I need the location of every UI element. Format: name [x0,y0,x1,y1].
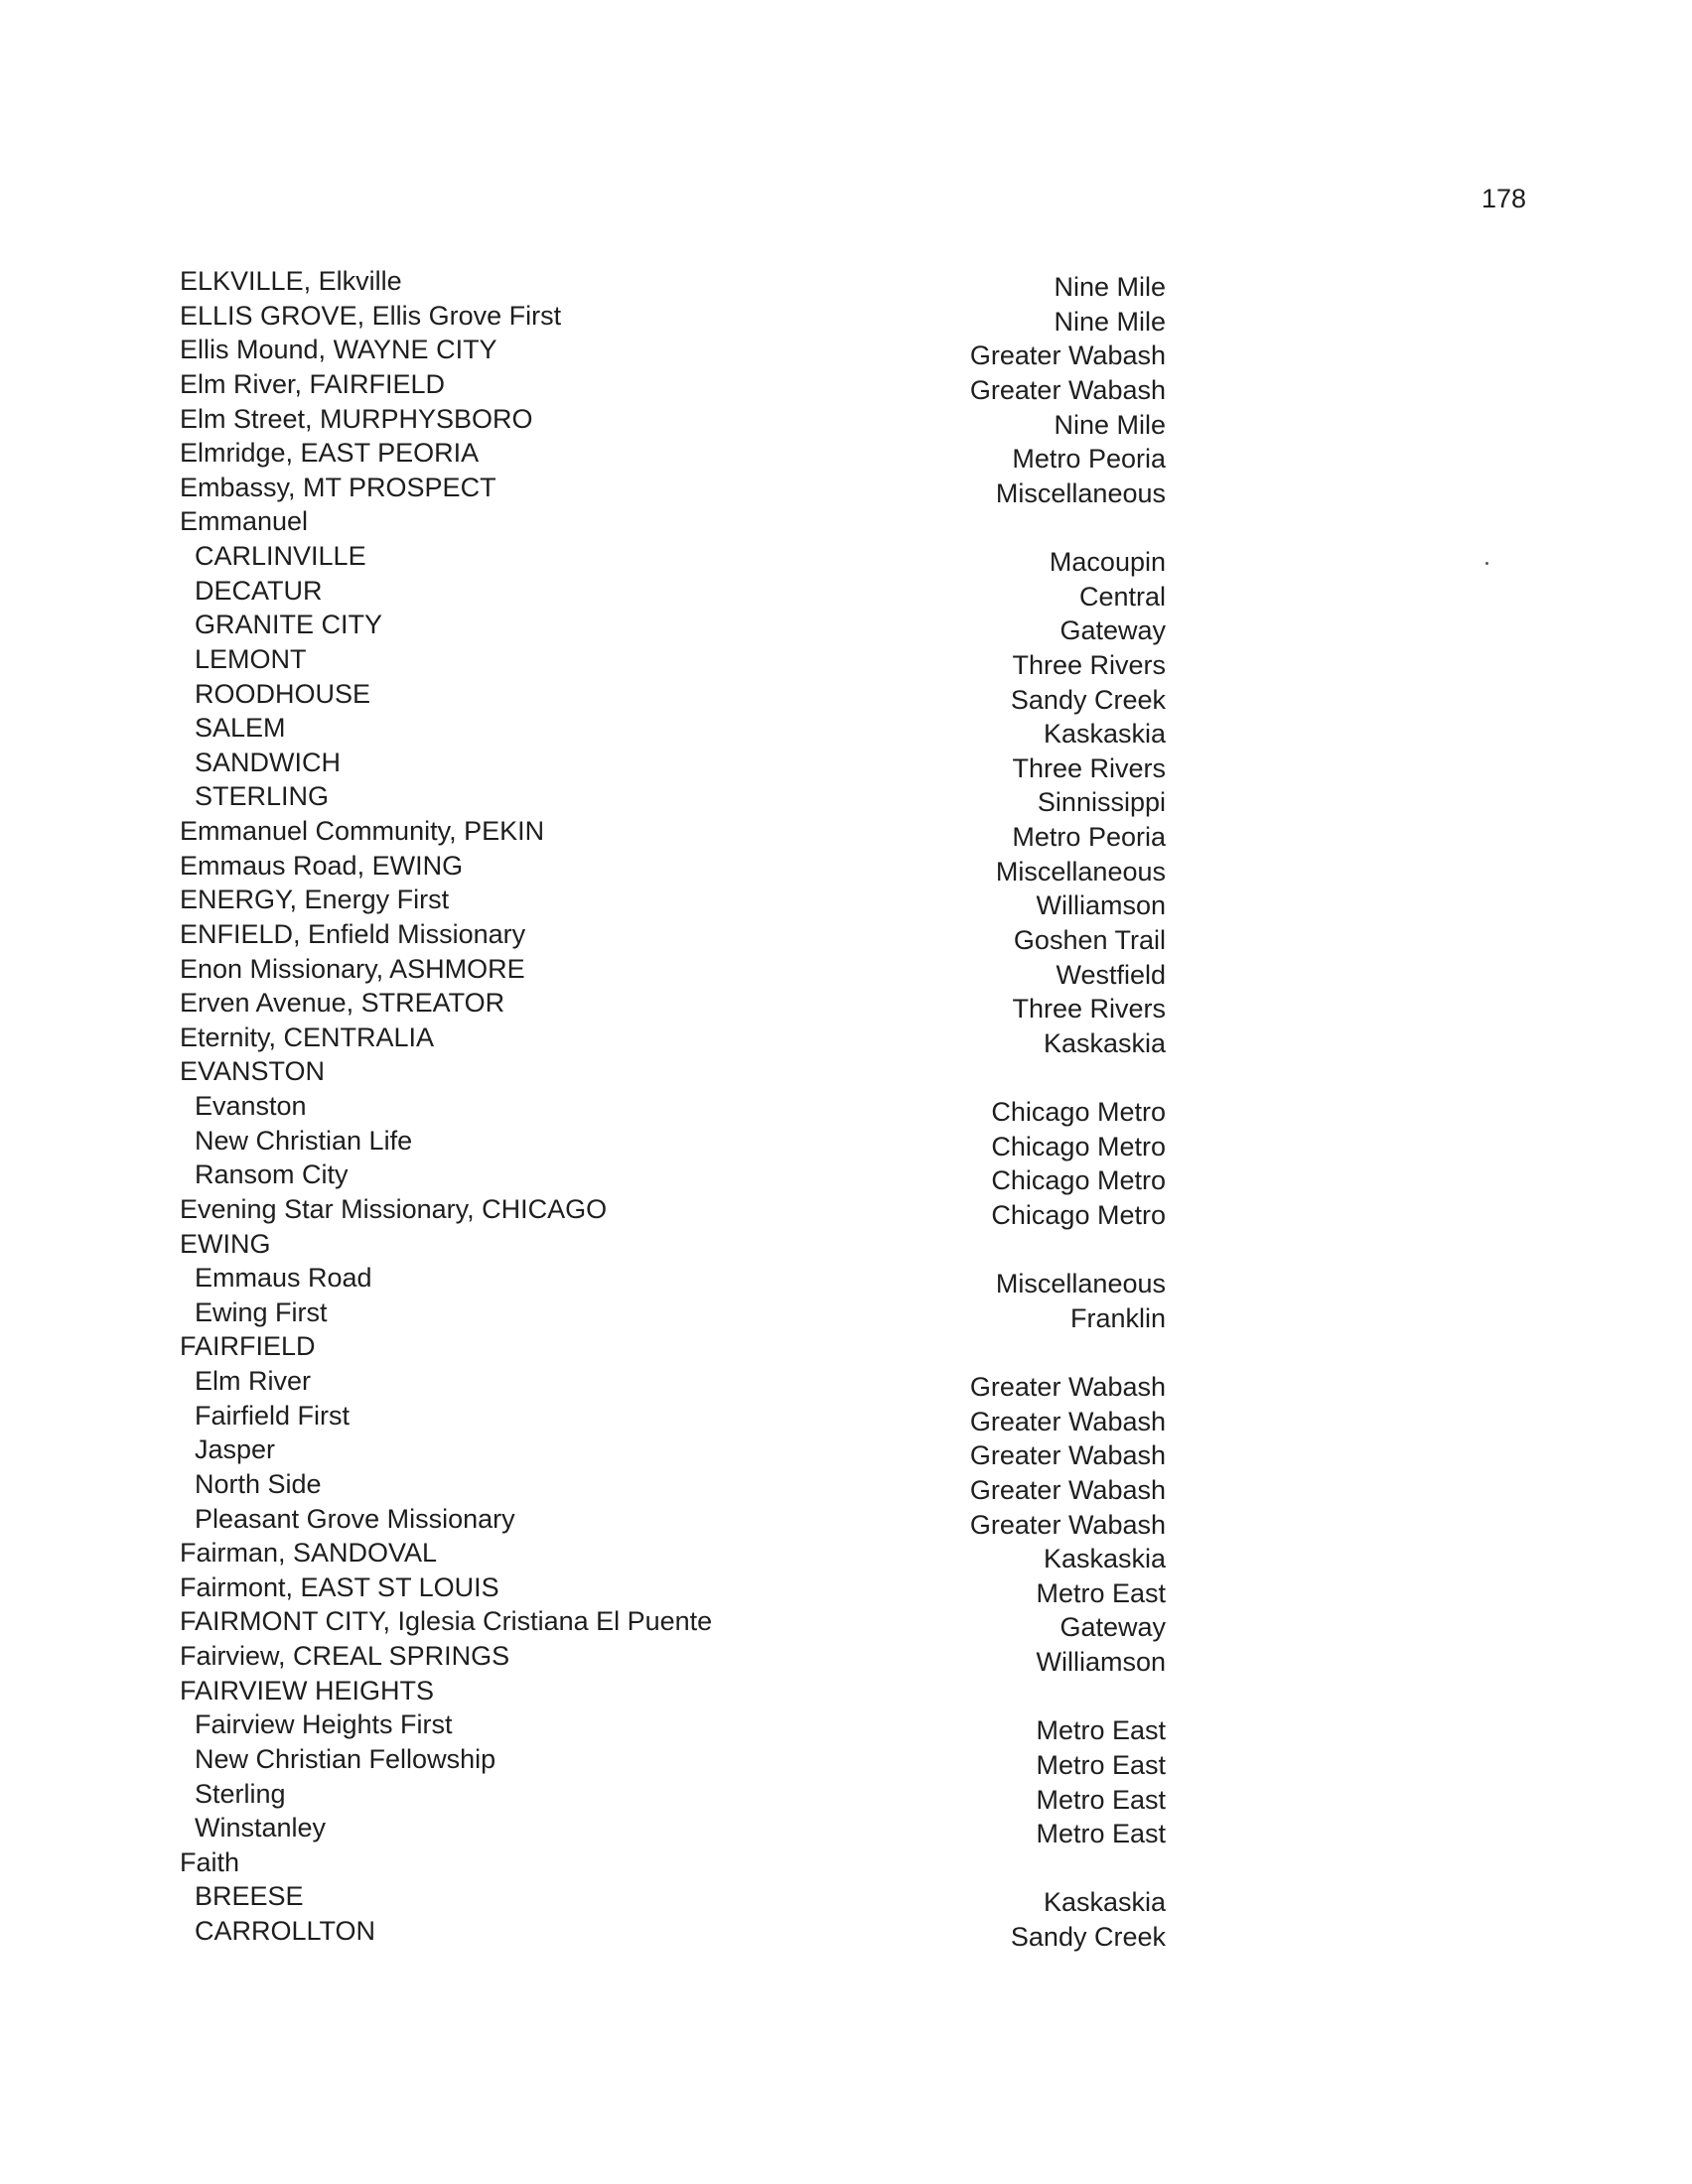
directory-entry [0,781,1692,816]
association-name: Westfield [1056,959,1166,990]
church-name: FAIRMONT CITY, Iglesia Cristiana El Puente [180,1606,713,1637]
church-name: Embassy, MT PROSPECT [180,472,496,502]
directory-entry [0,1126,1692,1160]
directory-entry [0,988,1692,1023]
directory-entry [0,610,1692,644]
association-name: Three Rivers [1012,994,1166,1024]
association-name: Goshen Trail [1013,924,1166,955]
association-name: Greater Wabash [969,1509,1166,1540]
association-name: Kaskaskia [1043,1544,1166,1574]
church-name: Pleasant Grove Missionary [195,1503,515,1534]
directory-entry [0,438,1692,473]
directory-entry [0,885,1692,919]
association-name: Greater Wabash [969,1372,1166,1402]
directory-entry [0,266,1692,301]
church-name: North Side [195,1468,322,1499]
church-name: Fairview, CREAL SPRINGS [180,1641,510,1671]
association-name: Metro East [1036,1784,1166,1815]
church-name: ENERGY, Energy First [180,885,450,915]
directory-entry [0,301,1692,336]
church-name: Fairman, SANDOVAL [180,1538,438,1569]
church-name: Ellis Mound, WAYNE CITY [180,335,497,365]
directory-entry [0,1023,1692,1057]
directory-entry [0,1194,1692,1229]
directory-entry [0,1779,1692,1814]
association-name: Kaskaskia [1043,1887,1166,1918]
association-name: Three Rivers [1012,752,1166,783]
directory-entry [0,576,1692,611]
association-name: Greater Wabash [969,374,1166,405]
church-name: ELLIS GROVE, Ellis Grove First [180,300,562,331]
directory-entry [0,1538,1692,1572]
association-name: Williamson [1036,890,1166,921]
church-name: Ewing First [195,1297,328,1327]
association-name: Macoupin [1049,547,1166,577]
directory-entry [0,404,1692,439]
directory-entry [0,1606,1692,1641]
association-name: Metro East [1036,1819,1166,1849]
directory-entry [0,644,1692,679]
directory-entry [0,1434,1692,1469]
church-name: Evening Star Missionary, CHICAGO [180,1193,608,1224]
association-name: Nine Mile [1054,409,1166,440]
church-name: Ransom City [195,1160,349,1190]
association-name: Nine Mile [1054,306,1166,337]
church-name: New Christian Fellowship [195,1743,496,1774]
association-name: Greater Wabash [969,1406,1166,1436]
directory-entry [0,1676,1692,1710]
church-name: Elmridge, EAST PEORIA [180,438,480,469]
church-name: Faith [180,1846,240,1877]
association-name: Franklin [1069,1302,1166,1333]
association-name: Gateway [1059,1612,1166,1643]
church-name: GRANITE CITY [195,610,383,640]
church-name: FAIRFIELD [180,1331,316,1362]
association-name: Greater Wabash [969,1474,1166,1505]
association-name: Central [1078,581,1166,612]
church-name: SALEM [195,713,286,744]
directory-entry [0,1504,1692,1539]
directory-entry [0,1160,1692,1194]
association-name: Chicago Metro [991,1199,1166,1230]
church-name: Emmaus Road, EWING [180,850,464,881]
association-name: Chicago Metro [991,1097,1166,1127]
church-name: New Christian Life [195,1125,413,1156]
association-name: Chicago Metro [991,1165,1166,1196]
association-name: Gateway [1059,615,1166,646]
directory-entry [0,816,1692,851]
directory-entry [0,1881,1692,1916]
association-name: Sandy Creek [1010,1922,1166,1952]
church-name: Evanston [195,1091,307,1121]
association-name: Nine Mile [1054,272,1166,302]
scan-speck [1485,562,1488,565]
directory-entry [0,473,1692,507]
church-name: Winstanley [195,1813,327,1843]
association-name: Sandy Creek [1010,684,1166,715]
directory-entry [0,1401,1692,1435]
church-name: STERLING [195,781,330,812]
association-name: Greater Wabash [969,1440,1166,1471]
directory-entry [0,954,1692,989]
church-name: EWING [180,1228,271,1259]
directory-entry [0,506,1692,541]
church-name: FAIRVIEW HEIGHTS [180,1675,435,1706]
association-name: Metro Peoria [1012,444,1166,475]
church-name: ELKVILLE, Elkville [180,266,402,296]
directory-entry [0,1709,1692,1744]
church-name: Sterling [195,1778,286,1809]
association-name: Williamson [1036,1647,1166,1677]
church-name: CARROLLTON [195,1916,376,1946]
church-name: CARLINVILLE [195,541,366,571]
directory-entry [0,1469,1692,1504]
association-name: Metro East [1036,1749,1166,1780]
directory-entry [0,1572,1692,1607]
association-name: Metro East [1036,1715,1166,1746]
association-name: Kaskaskia [1043,1027,1166,1058]
directory-entry [0,1056,1692,1091]
directory-entry [0,1744,1692,1779]
church-name: Fairview Heights First [195,1709,453,1740]
church-name: Erven Avenue, STREATOR [180,988,505,1019]
directory-entry [0,1847,1692,1882]
association-name: Chicago Metro [991,1131,1166,1161]
church-name: DECATUR [195,575,323,606]
church-directory-list [0,266,1692,1951]
directory-entry [0,748,1692,782]
association-name: Three Rivers [1012,649,1166,680]
church-name: ENFIELD, Enfield Missionary [180,918,526,949]
directory-entry [0,369,1692,404]
association-name: Miscellaneous [995,856,1166,887]
church-name: EVANSTON [180,1056,326,1087]
association-name: Miscellaneous [995,1269,1166,1299]
church-name: Enon Missionary, ASHMORE [180,953,525,984]
church-name: SANDWICH [195,747,341,777]
church-name: Emmanuel Community, PEKIN [180,816,545,846]
association-name: Sinnissippi [1037,787,1166,818]
directory-entry [0,851,1692,886]
church-name: ROODHOUSE [195,678,371,709]
church-name: Fairfield First [195,1400,351,1431]
directory-entry [0,919,1692,954]
church-name: LEMONT [195,643,307,674]
church-name: Emmanuel [180,506,309,537]
association-name: Metro Peoria [1012,822,1166,852]
directory-entry [0,1641,1692,1676]
directory-entry [0,679,1692,714]
directory-entry [0,541,1692,576]
directory-entry [0,1229,1692,1264]
association-name: Kaskaskia [1043,719,1166,750]
church-name: Elm River [195,1366,312,1396]
church-name: BREESE [195,1881,304,1912]
church-name: Emmaus Road [195,1263,372,1294]
directory-entry [0,1297,1692,1332]
directory-entry [0,1091,1692,1126]
page-number: 178 [1481,184,1527,213]
church-name: Jasper [195,1434,276,1465]
directory-entry [0,335,1692,369]
directory-entry [0,1813,1692,1847]
church-name: Eternity, CENTRALIA [180,1022,435,1052]
association-name: Miscellaneous [995,478,1166,508]
church-name: Elm Street, MURPHYSBORO [180,403,533,434]
association-name: Metro East [1036,1577,1166,1608]
directory-entry [0,1916,1692,1951]
association-name: Greater Wabash [969,341,1166,371]
directory-entry [0,1366,1692,1401]
church-name: Elm River, FAIRFIELD [180,368,446,399]
directory-entry [0,713,1692,748]
directory-entry [0,1331,1692,1366]
directory-entry [0,1263,1692,1297]
church-name: Fairmont, EAST ST LOUIS [180,1571,499,1602]
